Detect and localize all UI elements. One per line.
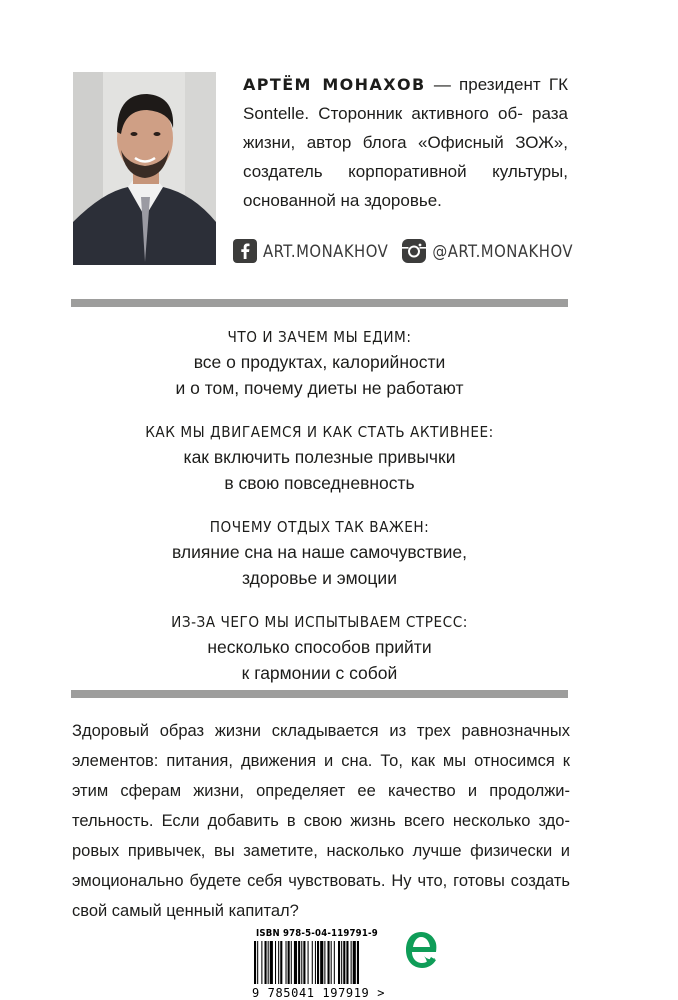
topic-line: и о том, почему диеты не работают [175,378,464,398]
author-portrait-icon [73,72,216,265]
barcode-digits-text: 9 785041 197919 > [252,986,386,1000]
author-bio [243,70,568,215]
topic-line: все о продуктах, калорийности [193,352,446,372]
facebook-icon [233,239,257,263]
author-name: АРТЁМ МОНАХОВ [243,75,426,94]
social-links [233,236,573,266]
isbn-label: ISBN 978-5-04-119791-9 [256,928,378,939]
topics-list [71,325,568,705]
topic-line: несколько способов прийти [207,637,432,657]
description-paragraph: Здоровый образ жизни складывается из трех равнозначных элементов: питания, движения и сна. То, как мы относимся к этим сферам жизни, определяет ее качество и продолжительность. Если добавить в свою жизнь всего несколько здоровых привычек, вы заметите, насколько лучше физически и эмоционально будете себя чувствовать. Ну что, готовы создать свой самый ценный капитал? [72,722,570,920]
instagram-link[interactable] [402,239,573,263]
barcode-digits [250,984,402,1000]
topic-line: здоровье и эмоции [242,568,397,588]
topic-line: к гармонии с собой [241,663,398,683]
author-photo [73,72,216,265]
bio-line: ГК Sontelle. Сторонник активного об- [243,75,568,123]
divider-bottom [71,690,568,698]
topic-item [71,610,568,686]
eksmo-logo-icon[interactable] [404,930,438,974]
divider-top [71,299,568,307]
topic-item [71,515,568,591]
facebook-handle: ART.MONAKHOV [263,241,389,261]
instagram-icon [402,239,426,263]
topic-title: КАК МЫ ДВИГАЕМСЯ И КАК СТАТЬ АКТИВНЕЕ: [145,423,494,441]
topic-line: влияние сна на наше самочувствие, [172,542,467,562]
bio-line: — президент [433,75,541,94]
topic-title: ПОЧЕМУ ОТДЫХ ТАК ВАЖЕН: [209,518,430,536]
topic-title: ИЗ-ЗА ЧЕГО МЫ ИСПЫТЫВАЕМ СТРЕСС: [171,613,468,631]
topic-line: как включить полезные привычки [183,447,456,467]
isbn-barcode [250,926,402,1000]
instagram-handle: @ART.MONAKHOV [432,241,573,261]
topic-title: ЧТО И ЗАЧЕМ МЫ ЕДИМ: [227,328,412,346]
bio-line: культуры, основанной на здоровье. [243,162,568,210]
bio-line: ЗОЖ», создатель корпоративной [243,133,568,181]
bio-line: раза жизни, автор блога «Офисный [243,104,568,152]
topic-item [71,325,568,401]
topic-item [71,420,568,496]
facebook-link[interactable] [233,239,388,263]
topic-line: в свою повседневность [224,473,415,493]
